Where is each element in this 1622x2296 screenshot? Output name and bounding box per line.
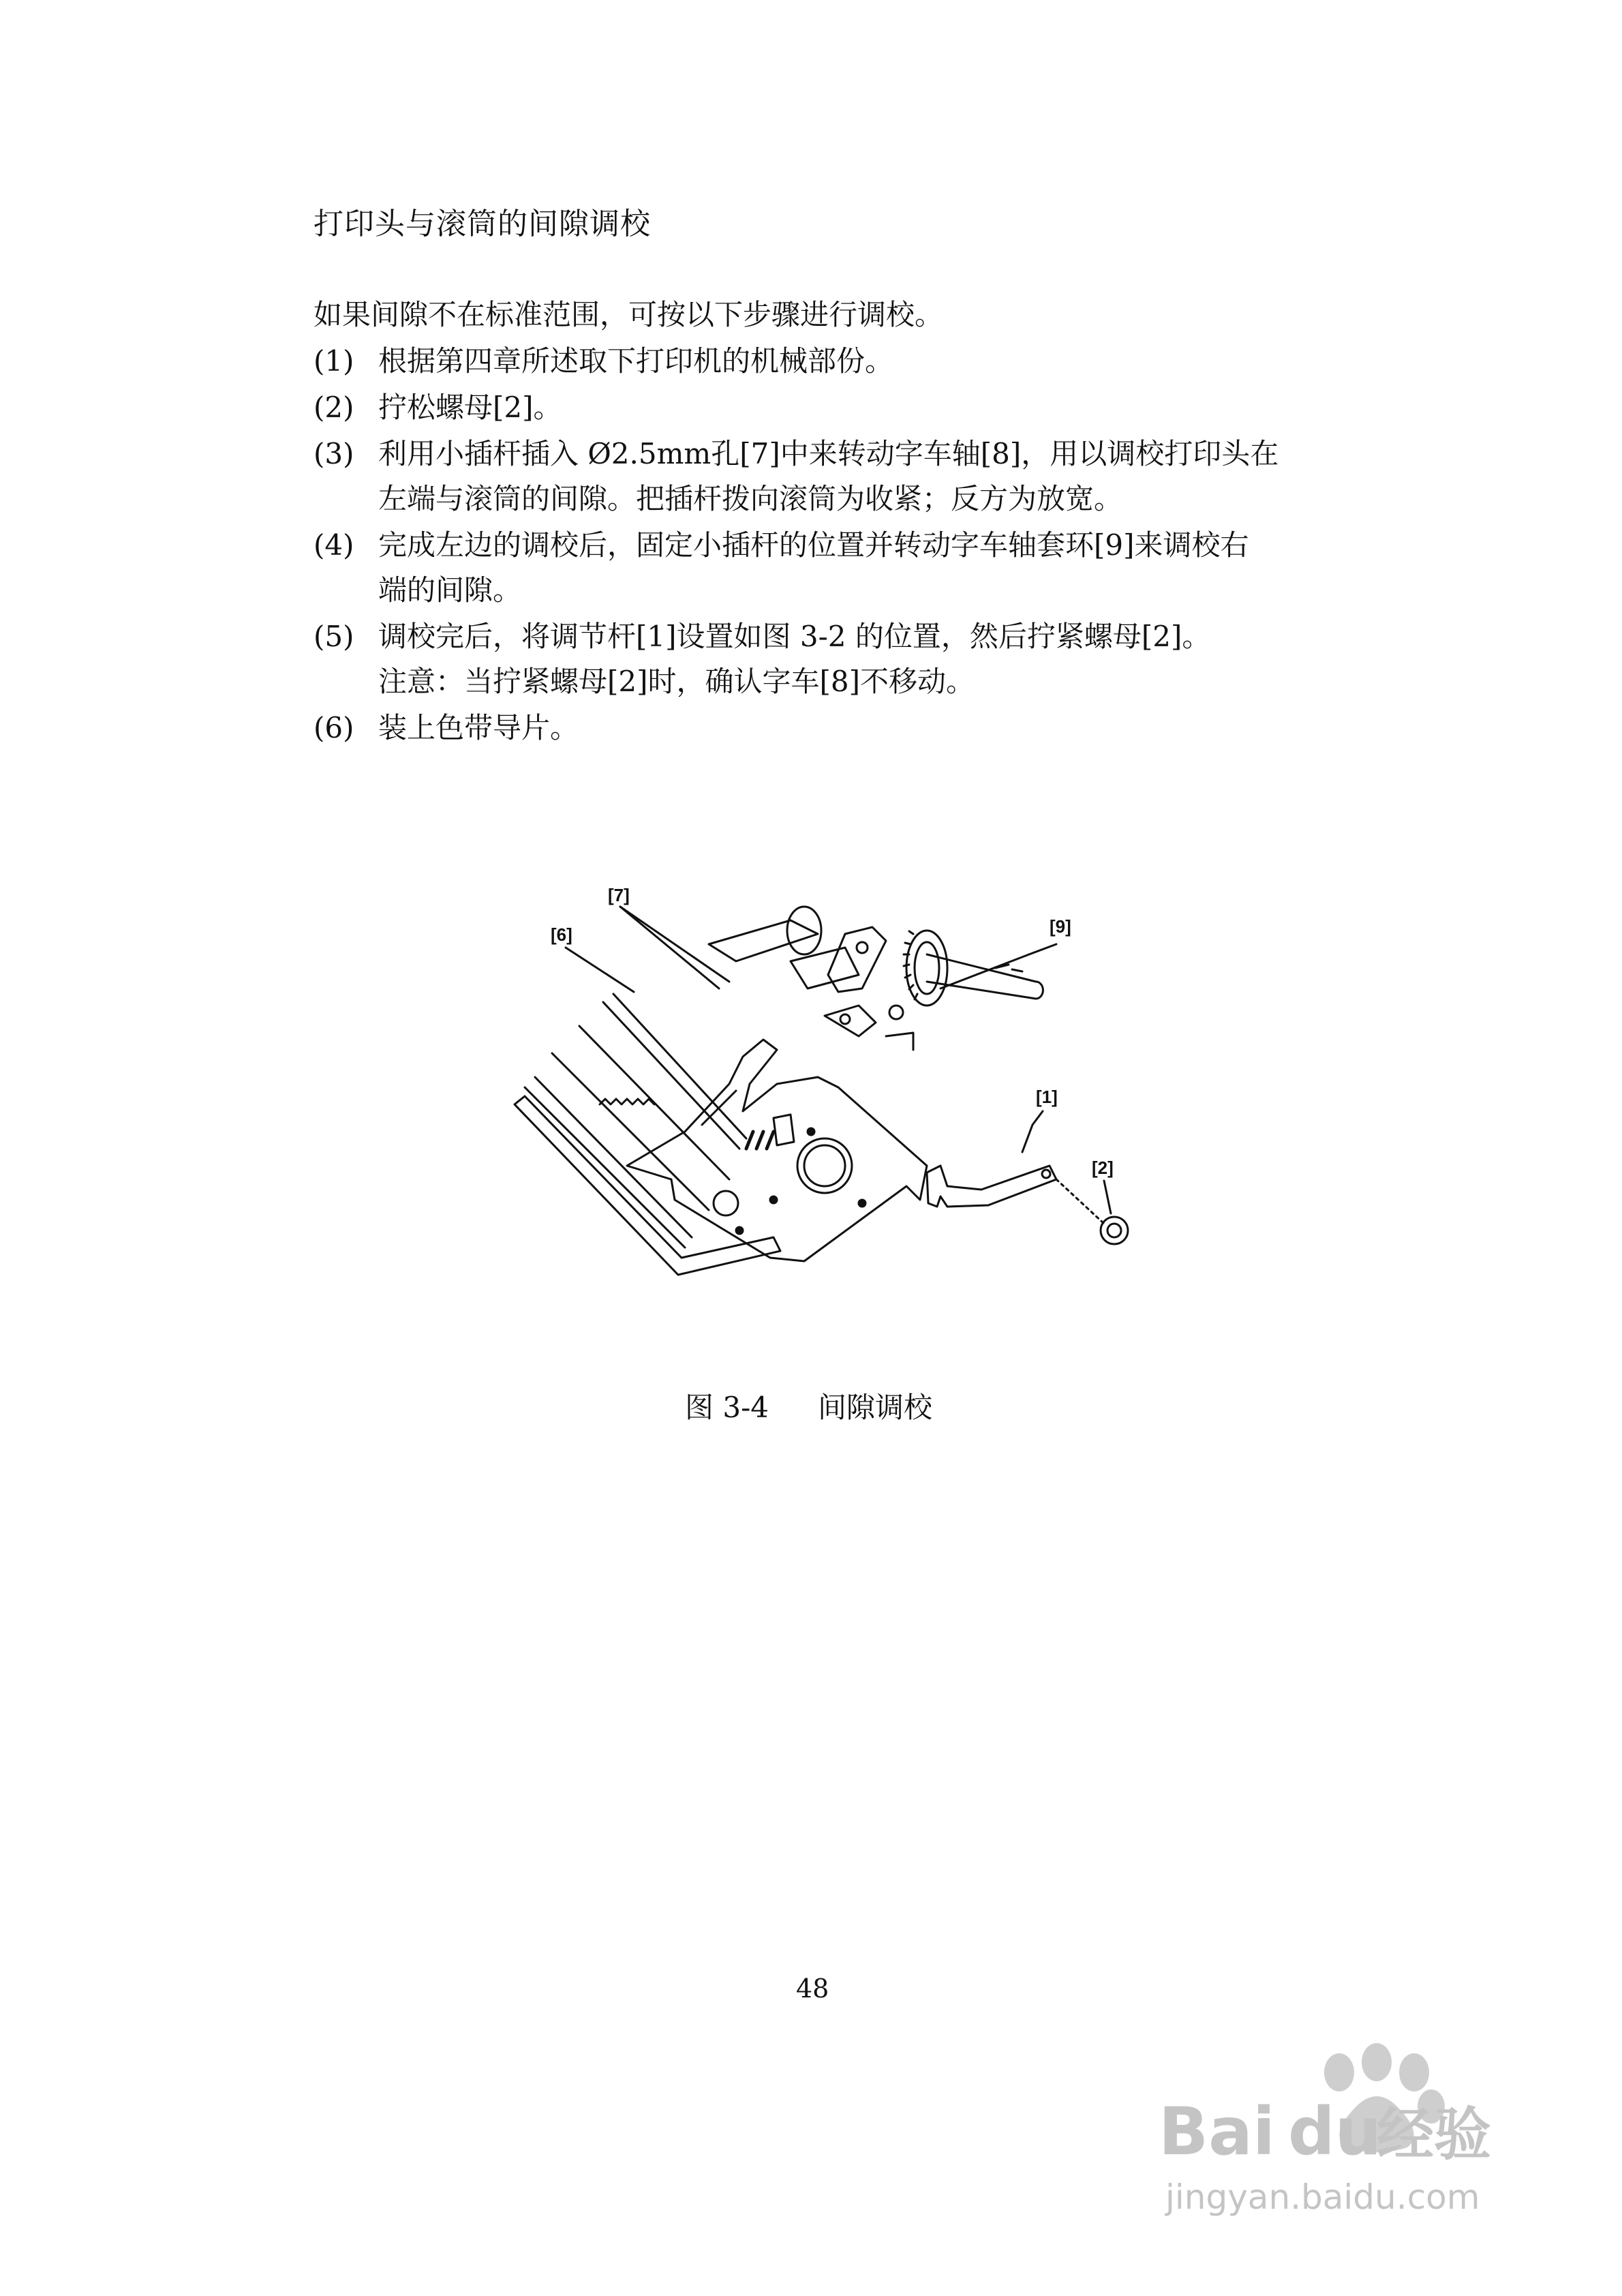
step-number: (6) [313,711,354,744]
step-text: 端的间隙。 [378,573,522,607]
bracket-plate [627,1040,927,1261]
figure-number: 图 3-4 [685,1391,769,1424]
gap-adjustment-figure [504,879,1152,1302]
callout-9: [9] [1050,916,1071,937]
baidu-logo [1152,2031,1533,2229]
baidu-jingyan-watermark [1152,2031,1533,2229]
watermark-url: jingyan.baidu.com [1165,2177,1480,2217]
step-text: 拧松螺母[2]。 [378,391,562,424]
step-number: (1) [313,344,354,378]
step-text: 调校完后，将调节杆[1]设置如图 3-2 的位置，然后拧紧螺母[2]。 [378,620,1211,653]
step-text: 装上色带导片。 [378,711,579,744]
step-number: (4) [313,528,354,562]
lever-arm [828,927,886,992]
printer-mechanism-diagram [504,879,1152,1302]
baidu-logo-text: Bai [1159,2094,1275,2170]
step-number: (2) [313,391,354,424]
step-text: 注意：当拧紧螺母[2]时，确认字车[8]不移动。 [378,665,975,698]
step-text: 根据第四章所述取下打印机的机械部份。 [378,344,894,378]
step-text: 左端与滚筒的间隙。把插杆拨向滚筒为收紧；反方为放宽。 [378,482,1123,515]
adjusting-lever [927,1166,1056,1207]
step-number: (3) [313,437,354,470]
figure-caption [685,1385,932,1426]
baidu-logo-text-2: du [1288,2094,1382,2170]
figure-title: 间隙调校 [818,1391,933,1424]
callout-1: [1] [1036,1087,1058,1107]
jingyan-text: 经验 [1377,2101,1492,2168]
intro-paragraph: 如果间隙不在标准范围，可按以下步骤进行调校。 [313,298,944,331]
section-title: 打印头与滚筒的间隙调校 [313,207,651,241]
step-text: 完成左边的调校后，固定小插杆的位置并转动字车轴套环[9]来调校右 [378,528,1249,562]
nut [1101,1217,1128,1244]
platen-bar [515,1096,780,1275]
step-number: (5) [313,620,354,653]
callout-2: [2] [1092,1158,1114,1178]
callout-7: [7] [608,885,630,905]
page-number: 48 [796,1974,829,2004]
step-text: 利用小插杆插入 Ø2.5mm孔[7]中来转动字车轴[8]，用以调校打印头在 [378,437,1279,470]
callout-6: [6] [551,924,572,945]
